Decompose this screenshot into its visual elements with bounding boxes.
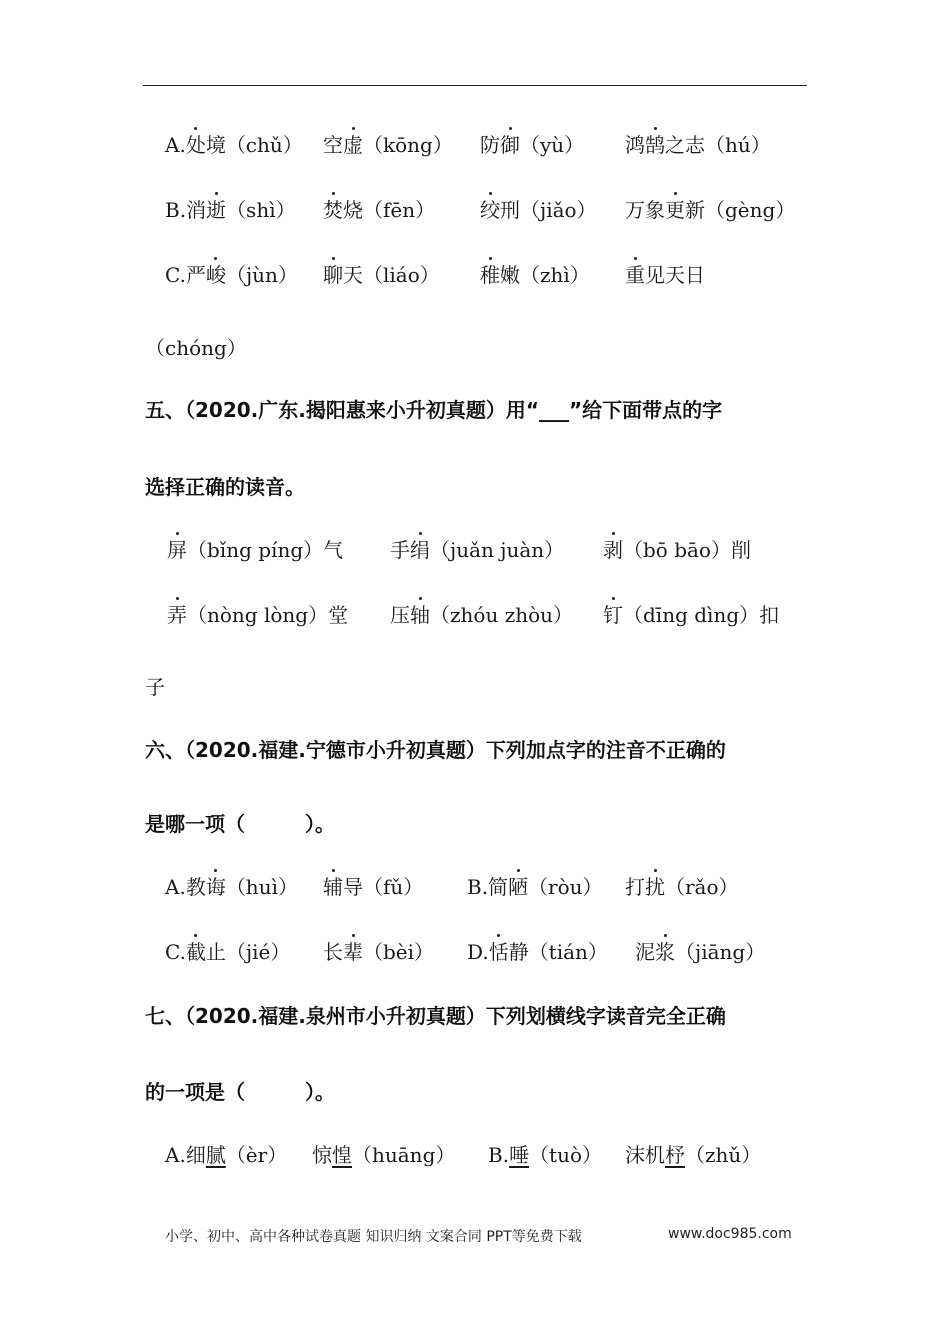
q5-title-line2: 选择正确的读音。 — [145, 475, 305, 499]
q5-title-line1: 五、（2020.广东.揭阳惠来小升初真题）用“___”给下面带点的字 — [145, 398, 723, 422]
q7-title-line2: 的一项是（ ）。 — [145, 1080, 335, 1104]
header-rule — [143, 85, 807, 86]
q7-title-line1: 七、（2020.福建.泉州市小升初真题）下列划横线字读音完全正确 — [145, 1004, 726, 1028]
q5-row-2-wrap: 子 — [145, 675, 165, 699]
q4-option-c-pinyin-wrap: （chóng） — [145, 336, 247, 360]
footer — [165, 1226, 792, 1246]
footer-text: 小学、初中、高中各种试卷真题 知识归纳 文案合同 PPT等免费下载 — [165, 1229, 582, 1245]
q6-title-line2: 是哪一项（ ）。 — [145, 812, 335, 836]
footer-site-link[interactable]: www.doc985.com — [668, 1226, 792, 1242]
q6-title-line1: 六、（2020.福建.宁德市小升初真题）下列加点字的注音不正确的 — [145, 738, 726, 762]
